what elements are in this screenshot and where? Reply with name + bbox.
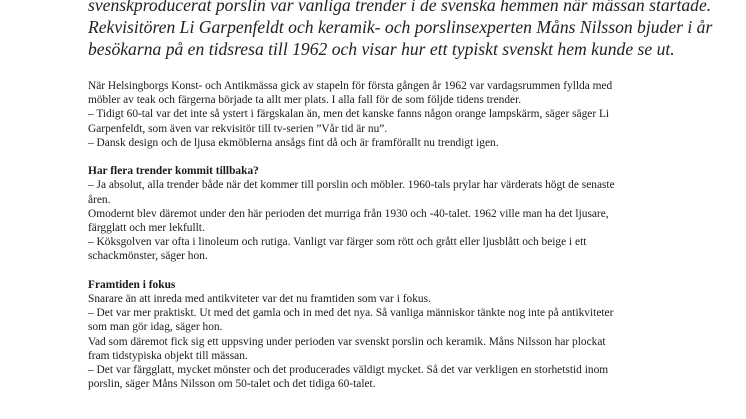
paragraph-gap — [88, 150, 728, 164]
body-line: – Dansk design och de ljusa ekmöblerna ansågs fint då och är framförallt nu trendigt igen. — [88, 136, 499, 149]
body-line: Snarare än att inreda med antikviteter var det nu framtiden som var i fokus. — [88, 293, 431, 306]
intro-line: Rekvisitören Li Garpenfeldt och keramik- och porslinsexperten Måns Nilsson bjuder i år — [88, 17, 713, 37]
article-body — [88, 79, 728, 391]
body-line: möbler av teak och färgerna började ta allt mer plats. I alla fall för de som följde tidens trender. — [88, 94, 522, 107]
body-line: – Tidigt 60-tal var det inte så ystert i färgskalan än, men det kanske fanns någon orange lampskärm, säger säger Li — [88, 108, 610, 121]
body-line: Vad som däremot fick sig ett uppsving under perioden var svenskt porslin och keramik. Måns Nilsson har plockat — [88, 335, 606, 348]
intro-line: svenskproducerat porslin var vanliga trender i de svenska hemmen när mässan startade. — [88, 0, 712, 15]
body-line: – Ja absolut, alla trender både när det kommer till porslin och möbler. 1960-tals prylar har värderats högt de senaste — [88, 179, 615, 192]
body-line: porslin, säger Måns Nilsson om 50-talet och det tidiga 60-talet. — [88, 378, 376, 391]
body-line: – Köksgolven var ofta i linoleum och rutiga. Vanligt var färger som rött och grått eller ljusblått och beige i ett — [88, 236, 587, 249]
intro-line: besökarna på en tidsresa till 1962 och visar hur ett typiskt svenskt hem kunde se ut. — [88, 39, 675, 59]
body-line: – Det var färgglatt, mycket mönster och det producerades väldigt mycket. Så det var verkligen en storhetstid inom — [88, 364, 609, 377]
body-line: Omodernt blev däremot under den här perioden det murriga från 1930 och -40-talet. 1962 ville man ha det ljusare, — [88, 207, 609, 220]
paragraph-gap — [88, 264, 728, 278]
body-line: När Helsingborgs Konst- och Antikmässa gick av stapeln för första gången år 1962 var vardagsrummen fyllda med — [88, 80, 613, 92]
section-heading: Framtiden i fokus — [88, 278, 176, 291]
body-line: åren. — [88, 193, 111, 206]
intro-paragraph — [88, 0, 728, 60]
section-heading: Har flera trender kommit tillbaka? — [88, 165, 259, 178]
body-line: färgglatt och mer lekfullt. — [88, 222, 205, 235]
body-line: fram tidstypiska objekt till mässan. — [88, 349, 248, 362]
body-line: Garpenfeldt, som även var rekvisitör till tv-serien ”Vår tid är nu”. — [88, 122, 388, 135]
body-line: schackmönster, säger hon. — [88, 250, 208, 263]
body-line: som man gör idag, säger hon. — [88, 321, 223, 334]
body-line: – Det var mer praktiskt. Ut med det gamla och in med det nya. Så vanliga människor tänkte nog inte på antikviteter — [88, 307, 614, 320]
